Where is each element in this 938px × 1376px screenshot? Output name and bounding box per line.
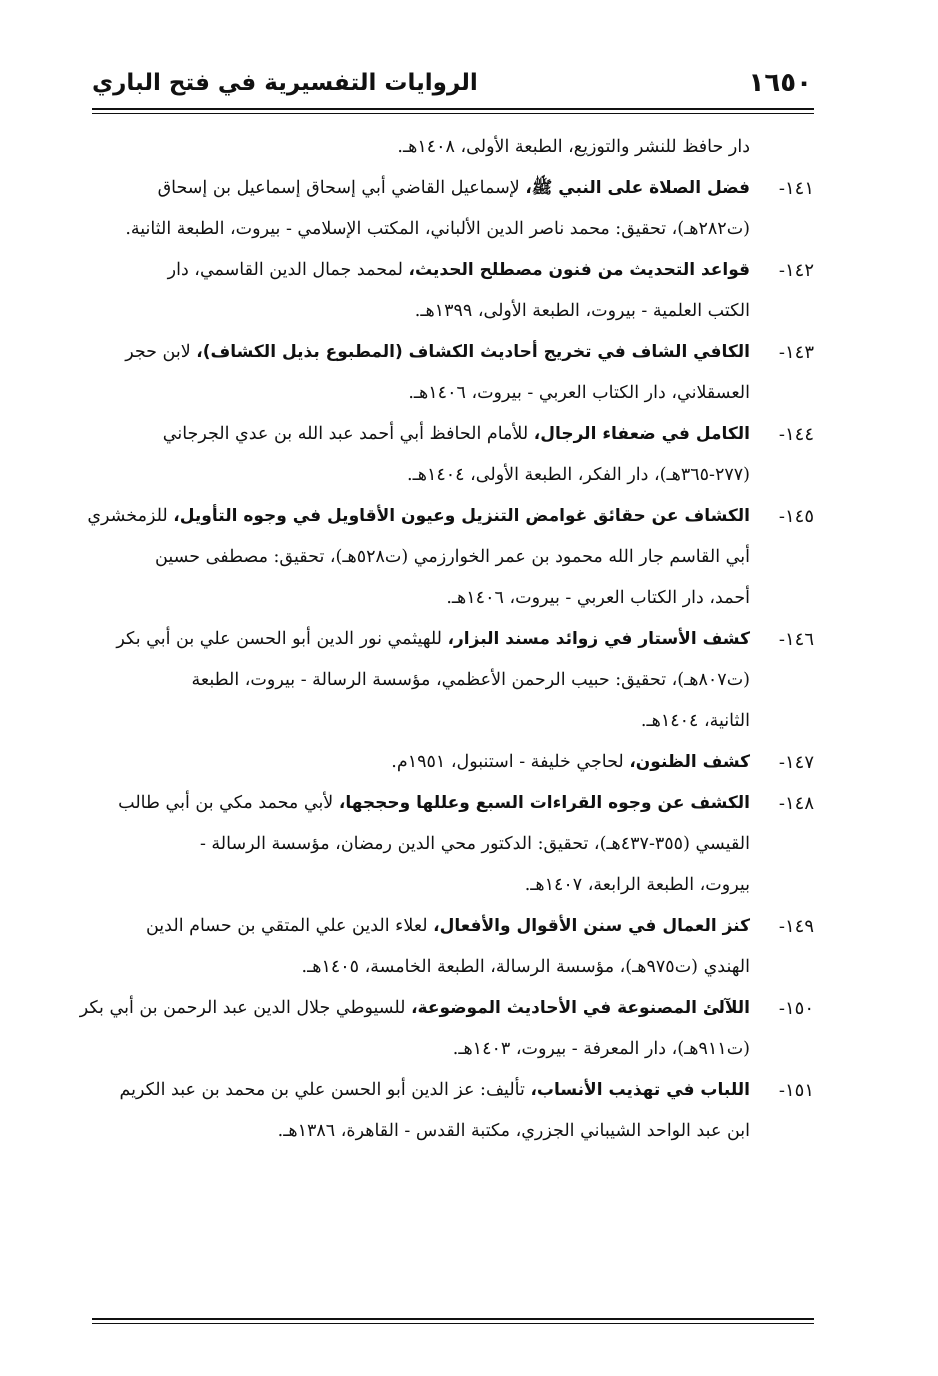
entry-first-line: [102, 168, 814, 209]
entry-continuation-line: الثانية، ١٤٠٤هـ.: [640, 711, 750, 731]
entry-author: لابن حجر: [125, 342, 197, 362]
header-rule-thin: [92, 113, 814, 114]
entry-number: ١٤٧-: [778, 752, 814, 773]
entry-continuation-line: (ت٢٨٢هـ)، تحقيق: محمد ناصر الدين الألباني، المكتب الإسلامي - بيروت، الطبعة الثانية.: [125, 219, 750, 239]
entry-number: ١٤١-: [778, 178, 814, 199]
entry-title: كشف الظنون،: [629, 752, 750, 772]
entry-continuation-line: بيروت، الطبعة الرابعة، ١٤٠٧هـ.: [524, 875, 750, 895]
entry-number: ١٤٢-: [778, 260, 814, 281]
entry-title: الكشاف عن حقائق غوامض التنزيل وعيون الأقاويل في وجوه التأويل،: [173, 506, 750, 526]
entry-first-line: [102, 783, 814, 824]
entry-number: ١٤٦-: [778, 629, 814, 650]
entry-first-line: [102, 1070, 814, 1111]
bibliography-entry: [87, 496, 814, 619]
entry-number: ١٤٩-: [778, 916, 814, 937]
entries-container: [79, 168, 814, 1152]
entry-title: اللآلئ المصنوعة في الأحاديث الموضوعة،: [411, 998, 750, 1018]
bibliography-entry: [102, 250, 814, 332]
entry-continuation-line: أحمد، دار الكتاب العربي - بيروت، ١٤٠٦هـ.: [446, 588, 750, 608]
bibliography-entry: [102, 1070, 814, 1152]
entry-continuation-line: ابن عبد الواحد الشيباني الجزري، مكتبة القدس - القاهرة، ١٣٨٦هـ.: [277, 1121, 750, 1141]
continued-text: دار حافظ للنشر والتوزيع، الطبعة الأولى، ١٤٠٨هـ.: [397, 137, 750, 157]
entry-author: للأمام الحافظ أبي أحمد عبد الله بن عدي الجرجاني: [162, 424, 534, 444]
bibliography-entry: [102, 414, 814, 496]
entry-first-line: [102, 332, 814, 373]
bibliography-list: [79, 127, 814, 1152]
running-title: الروايات التفسيرية في فتح الباري: [92, 70, 478, 96]
entry-first-line: [87, 496, 814, 537]
entry-title: الكافي الشاف في تخريج أحاديث الكشاف (المطبوع بذيل الكشاف)،: [196, 342, 750, 362]
entry-first-line: [102, 414, 814, 455]
entry-author: لمحمد جمال الدين القاسمي، دار: [167, 260, 409, 280]
entry-title: كشف الأستار في زوائد مسند البزار،: [447, 629, 750, 649]
entry-author: للزمخشري: [87, 506, 174, 526]
entry-number: ١٥١-: [778, 1080, 814, 1101]
entry-author: تأليف: عز الدين أبو الحسن علي بن محمد بن عبد الكريم: [119, 1080, 531, 1100]
entry-continuation-line: الكتب العلمية - بيروت، الطبعة الأولى، ١٣٩٩هـ.: [414, 301, 750, 321]
footer-rule: [92, 1318, 814, 1320]
entry-title: اللباب في تهذيب الأنساب،: [530, 1080, 750, 1100]
bibliography-entry: [102, 906, 814, 988]
entry-number: ١٤٨-: [778, 793, 814, 814]
bibliography-entry: [102, 742, 814, 783]
entry-continuation-line: أبي القاسم جار الله محمود بن عمر الخوارزمي (ت٥٢٨هـ)، تحقيق: مصطفى حسين: [155, 547, 750, 567]
entry-first-line: [102, 906, 814, 947]
entry-first-line: [102, 250, 814, 291]
entry-title: قواعد التحديث من فنون مصطلح الحديث،: [408, 260, 750, 280]
footer-rule-thin: [92, 1323, 814, 1324]
entry-first-line: [79, 988, 814, 1029]
entry-author: لإسماعيل القاضي أبي إسحاق إسماعيل بن إسحاق: [157, 178, 526, 198]
entry-author: لحاجي خليفة - استنبول، ١٩٥١م.: [391, 752, 630, 772]
bibliography-entry: [102, 619, 814, 742]
entry-title: الكشف عن وجوه القراءات السبع وعللها وحججها،: [338, 793, 750, 813]
entry-continuation-line: القيسي (٣٥٥-٤٣٧هـ)، تحقيق: الدكتور محي الدين رمضان، مؤسسة الرسالة -: [199, 834, 750, 854]
entry-number: ١٥٠-: [778, 998, 814, 1019]
entry-continuation-line: (ت٩١١هـ)، دار المعرفة - بيروت، ١٤٠٣هـ.: [452, 1039, 750, 1059]
entry-number: ١٤٣-: [778, 342, 814, 363]
entry-title: الكامل في ضعفاء الرجال،: [533, 424, 750, 444]
entry-author: للسيوطي جلال الدين عبد الرحمن بن أبي بكر: [79, 998, 412, 1018]
entry-number: ١٤٥-: [778, 506, 814, 527]
header-rule: [92, 108, 814, 110]
entry-continuation-line: الهندي (ت٩٧٥هـ)، مؤسسة الرسالة، الطبعة الخامسة، ١٤٠٥هـ.: [301, 957, 750, 977]
bibliography-entry: [102, 783, 814, 906]
entry-continuation-line: (٢٧٧-٣٦٥هـ)، دار الفكر، الطبعة الأولى، ١٤٠٤هـ.: [407, 465, 750, 485]
entry-title: كنز العمال في سنن الأقوال والأفعال،: [433, 916, 750, 936]
entry-title: فضل الصلاة على النبي ﷺ،: [525, 178, 750, 198]
bibliography-entry: [79, 988, 814, 1070]
entry-continuation-line: (ت٨٠٧هـ)، تحقيق: حبيب الرحمن الأعظمي، مؤسسة الرسالة - بيروت، الطبعة: [191, 670, 750, 690]
entry-first-line: [102, 619, 814, 660]
bibliography-entry: [102, 168, 814, 250]
entry-author: لعلاء الدين علي المتقي بن حسام الدين: [145, 916, 434, 936]
bibliography-entry: [102, 332, 814, 414]
entry-number: ١٤٤-: [778, 424, 814, 445]
page-header: [92, 66, 812, 106]
entry-author: لأبي محمد مكي بن أبي طالب: [118, 793, 339, 813]
page-number: ١٦٥٠: [748, 68, 812, 98]
entry-continuation-line: العسقلاني، دار الكتاب العربي - بيروت، ١٤٠٦هـ.: [408, 383, 750, 403]
entry-author: للهيثمي نور الدين أبو الحسن علي بن أبي بكر: [116, 629, 448, 649]
entry-first-line: [102, 742, 814, 783]
